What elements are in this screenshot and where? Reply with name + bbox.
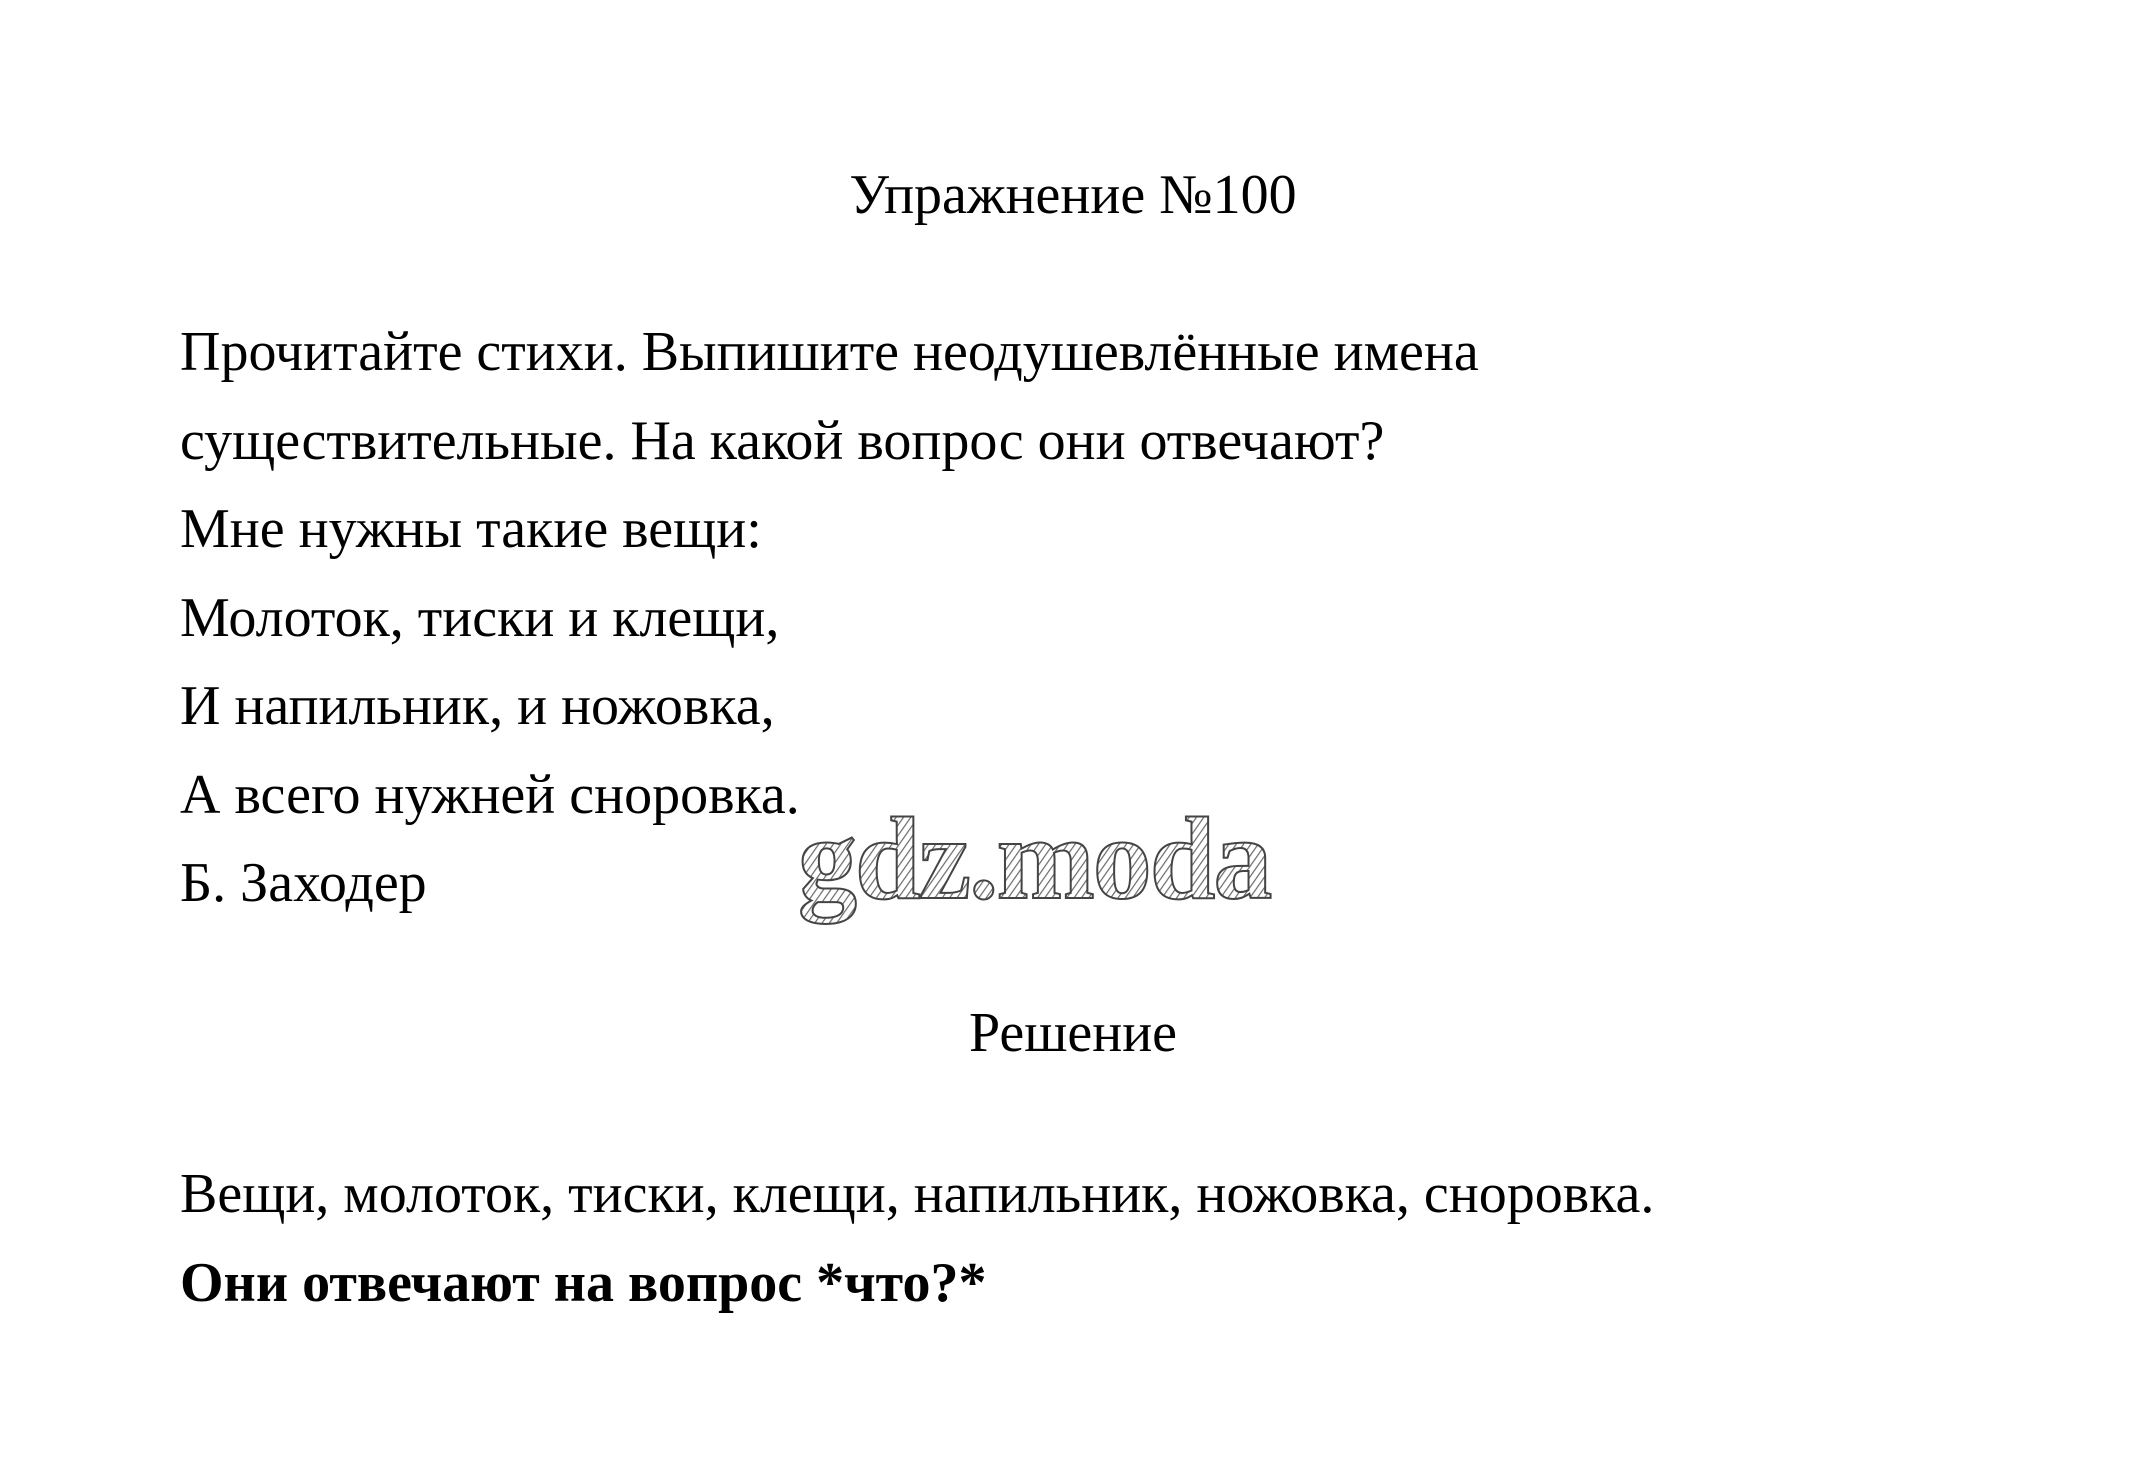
watermark-text: gdz.moda [798, 793, 1271, 924]
watermark-logo [790, 790, 1410, 940]
answer-line-bold: Они отвечают на вопрос *что?* [180, 1251, 987, 1314]
solution-heading-text: Решение [968, 1002, 1178, 1064]
answer-text [180, 1150, 2080, 1327]
poem-line: Мне нужны такие вещи: [180, 498, 762, 560]
task-line: существительные. На какой вопрос они отвечают? [180, 409, 1385, 472]
exercise-title [0, 160, 2146, 230]
poem-line: Молоток, тиски и клещи, [180, 586, 780, 649]
poem-line: И напильник, и ножовка, [180, 675, 775, 737]
exercise-title-text: Упражнение №100 [849, 164, 1297, 226]
poem-line: А всего нужней сноровка. [180, 763, 800, 826]
solution-heading [0, 998, 2146, 1068]
answer-line: Вещи, молоток, тиски, клещи, напильник, ножовка, сноровка. [180, 1163, 1655, 1225]
poem-author: Б. Заходер [180, 852, 427, 914]
task-line: Прочитайте стихи. Выпишите неодушевлённые имена [180, 321, 1479, 383]
